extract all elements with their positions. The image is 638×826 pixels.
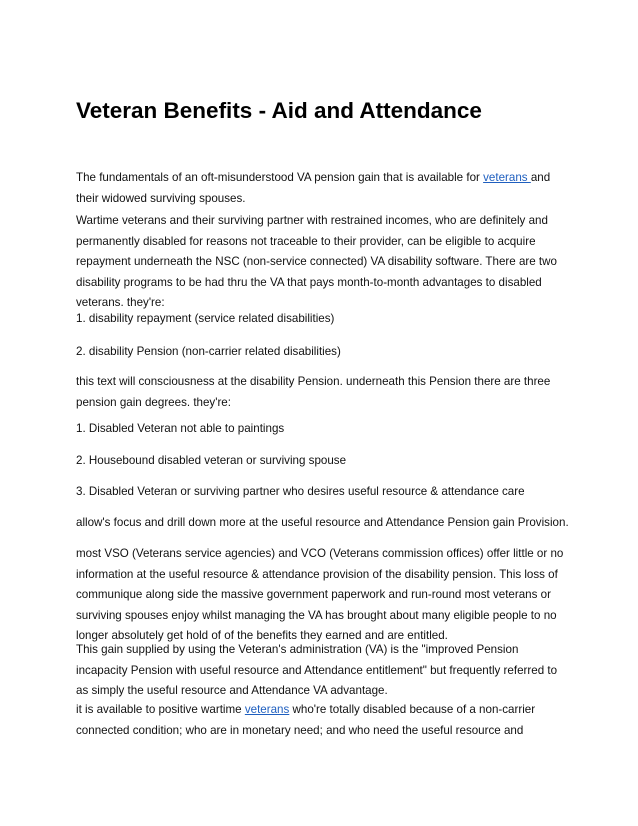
pension-levels-paragraph [76, 372, 576, 413]
availability-paragraph [76, 700, 576, 741]
intro-paragraph [76, 168, 576, 209]
va-benefit-paragraph [76, 640, 576, 702]
paragraph-line: it is available to positive wartime veterans who're totally disabled because of a non-carrier [76, 703, 536, 716]
paragraph-line: connected condition; who are in monetary need; and who need the useful resource and [76, 723, 524, 737]
paragraph-line: permanently disabled for reasons not traceable to their provider, can be eligible to acquire [76, 234, 536, 248]
list-item: 1. disability repayment (service related disabilities) [76, 312, 335, 325]
paragraph-line: this text will consciousness at the disability Pension. underneath this Pension there are three [76, 375, 551, 388]
list-item: 2. Housebound disabled veteran or surviving spouse [76, 454, 347, 467]
focus-paragraph: allow's focus and drill down more at the useful resource and Attendance Pension gain Provision. [76, 516, 569, 529]
paragraph-line: incapacity Pension with useful resource and Attendance entitlement" but frequently referred to [76, 663, 558, 677]
veterans-link[interactable]: veterans [483, 171, 531, 184]
paragraph-line: their widowed surviving spouses. [76, 191, 246, 205]
list-item: 2. disability Pension (non-carrier related disabilities) [76, 345, 341, 358]
veterans-link[interactable]: veterans [244, 703, 290, 716]
paragraph-line: surviving spouses enjoy whilst managing the VA has brought about many eligible people to no [76, 608, 557, 622]
eligibility-paragraph [76, 211, 576, 314]
list-item: 1. Disabled Veteran not able to paintings [76, 422, 285, 435]
paragraph-line: repayment underneath the NSC (non-service connected) VA disability software. There are two [76, 255, 557, 268]
document-title: Veteran Benefits - Aid and Attendance [76, 98, 482, 123]
paragraph-line: This gain supplied by using the Veteran's administration (VA) is the "improved Pension [76, 643, 519, 656]
paragraph-line: pension gain degrees. they're: [76, 395, 231, 409]
paragraph-line: longer absolutely get hold of of the benefits they earned and are entitled. [76, 629, 448, 642]
vso-paragraph [76, 544, 576, 647]
paragraph-line: The fundamentals of an oft-misunderstood VA pension gain that is available for veterans and [76, 171, 551, 184]
paragraph-line: Wartime veterans and their surviving partner with restrained incomes, who are definitely and [76, 214, 548, 227]
paragraph-line: disability programs to be had thru the VA that pays month-to-month advantages to disabled [76, 275, 542, 289]
paragraph-line: as simply the useful resource and Attendance VA advantage. [76, 684, 388, 697]
paragraph-line: most VSO (Veterans service agencies) and VCO (Veterans commission offices) offer little or no [76, 547, 564, 560]
paragraph-line: communique along side the massive government paperwork and run-round most veterans or [76, 588, 551, 601]
paragraph-line: information at the useful resource & attendance provision of the disability pension. This loss of [76, 567, 558, 581]
paragraph-line: veterans. they're: [76, 296, 165, 309]
list-item: 3. Disabled Veteran or surviving partner who desires useful resource & attendance care [76, 485, 525, 498]
